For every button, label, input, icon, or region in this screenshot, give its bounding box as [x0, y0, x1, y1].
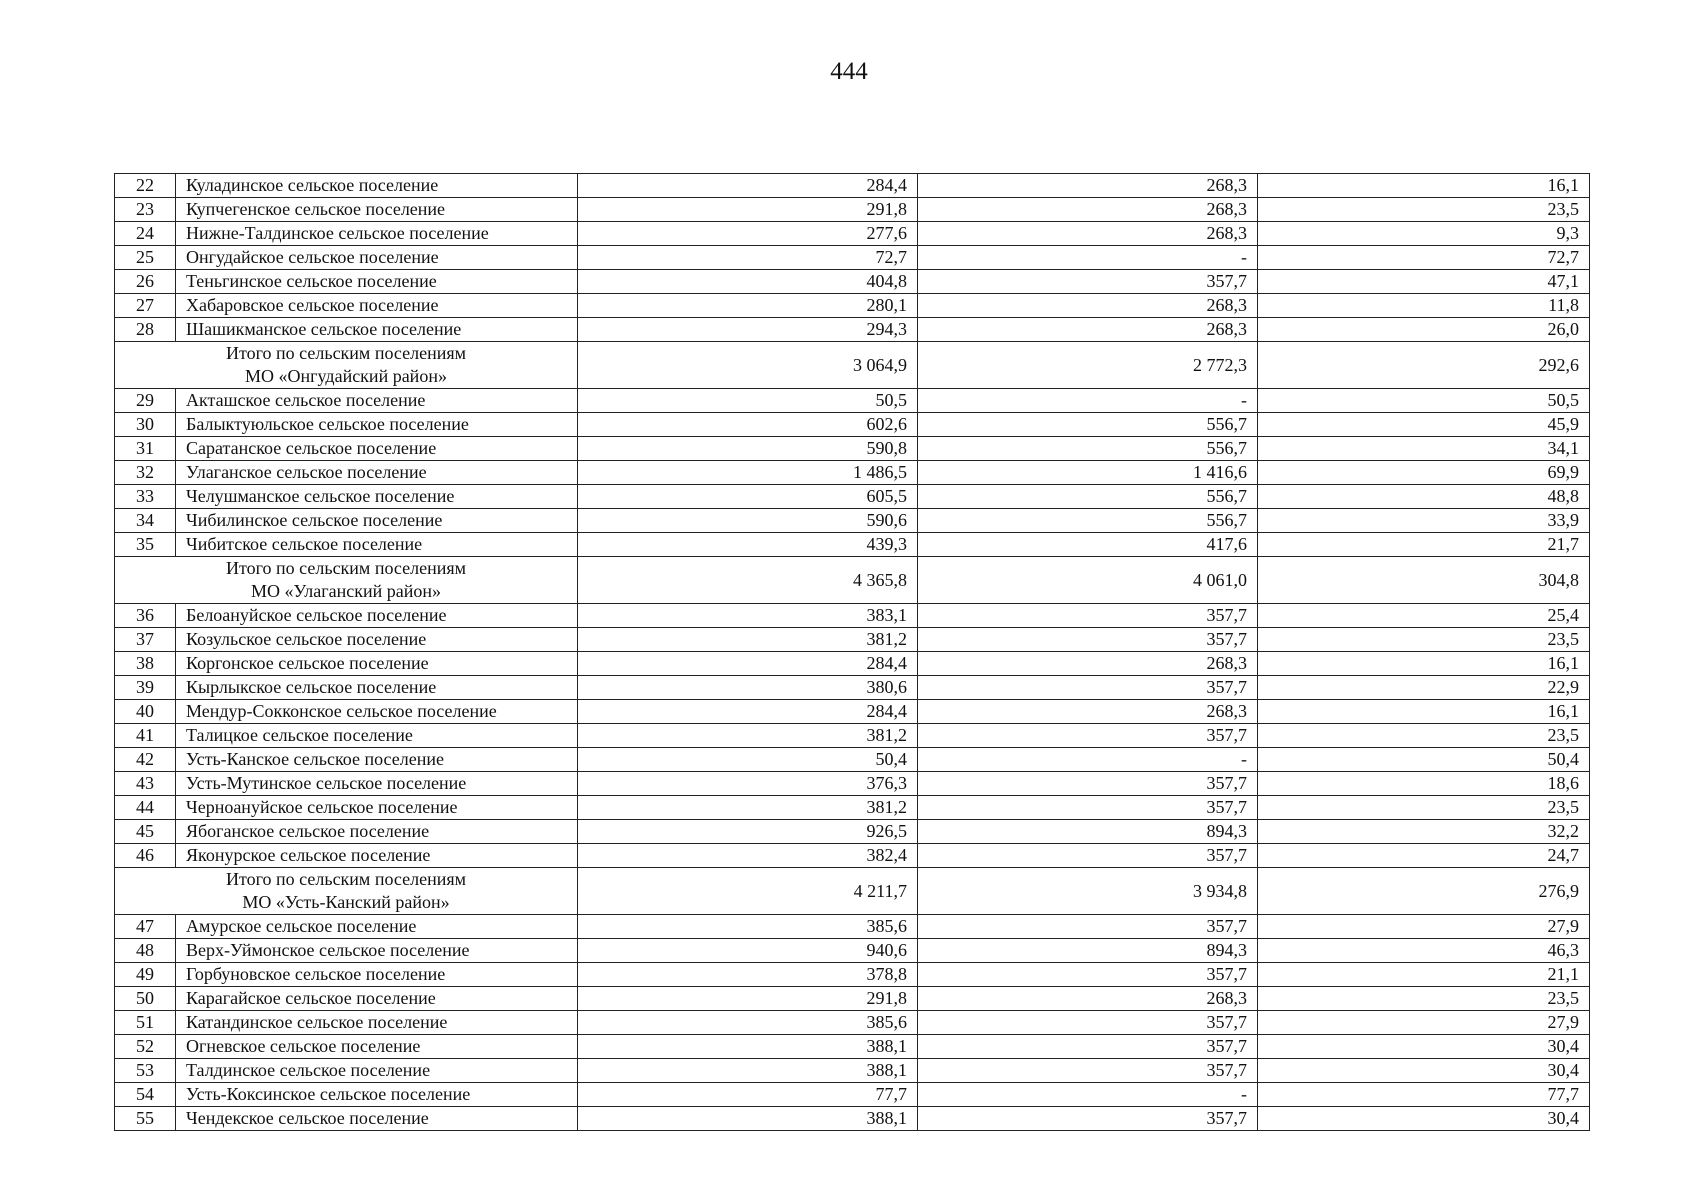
value-cell-3: 69,9	[1258, 461, 1590, 485]
value-cell-2: 1 416,6	[918, 461, 1258, 485]
settlement-name: Козульское сельское поселение	[176, 628, 578, 652]
value-cell-2: 357,7	[918, 796, 1258, 820]
value-cell-3: 50,5	[1258, 389, 1590, 413]
table-row	[115, 246, 1590, 270]
value-cell-2: -	[918, 389, 1258, 413]
value-cell-2: 357,7	[918, 628, 1258, 652]
settlement-name: Верх-Уймонское сельское поселение	[176, 939, 578, 963]
value-cell-3: 30,4	[1258, 1107, 1590, 1131]
value-cell-1: 72,7	[578, 246, 918, 270]
value-cell-2: 894,3	[918, 820, 1258, 844]
value-cell-1: 385,6	[578, 915, 918, 939]
table-row	[115, 700, 1590, 724]
value-cell-3: 16,1	[1258, 700, 1590, 724]
value-cell-1: 388,1	[578, 1107, 918, 1131]
value-cell-1: 4 365,8	[578, 557, 918, 604]
table-total-row	[115, 557, 1590, 604]
row-number: 43	[115, 772, 176, 796]
settlement-name: Чибилинское сельское поселение	[176, 509, 578, 533]
table-row	[115, 270, 1590, 294]
row-number: 42	[115, 748, 176, 772]
value-cell-3: 77,7	[1258, 1083, 1590, 1107]
row-number: 38	[115, 652, 176, 676]
table-row	[115, 485, 1590, 509]
settlement-name: Катандинское сельское поселение	[176, 1011, 578, 1035]
row-number: 28	[115, 318, 176, 342]
value-cell-1: 280,1	[578, 294, 918, 318]
table-row	[115, 509, 1590, 533]
value-cell-3: 47,1	[1258, 270, 1590, 294]
value-cell-1: 404,8	[578, 270, 918, 294]
row-number: 45	[115, 820, 176, 844]
value-cell-2: 556,7	[918, 509, 1258, 533]
settlement-name: Чибитское сельское поселение	[176, 533, 578, 557]
row-number: 41	[115, 724, 176, 748]
settlement-name: Шашикманское сельское поселение	[176, 318, 578, 342]
value-cell-1: 284,4	[578, 700, 918, 724]
value-cell-2: 357,7	[918, 1011, 1258, 1035]
table-row	[115, 844, 1590, 868]
table-row	[115, 772, 1590, 796]
value-cell-2: 357,7	[918, 604, 1258, 628]
settlement-name: Талдинское сельское поселение	[176, 1059, 578, 1083]
table-row	[115, 413, 1590, 437]
row-number: 25	[115, 246, 176, 270]
table-row	[115, 533, 1590, 557]
total-label	[115, 868, 578, 915]
value-cell-3: 21,1	[1258, 963, 1590, 987]
row-number: 31	[115, 437, 176, 461]
row-number: 37	[115, 628, 176, 652]
settlement-name: Улаганское сельское поселение	[176, 461, 578, 485]
settlement-name: Челушманское сельское поселение	[176, 485, 578, 509]
total-label-line: Итого по сельским поселениям	[225, 869, 467, 889]
total-label-line: МО «Усть-Канский район»	[242, 892, 450, 912]
value-cell-3: 292,6	[1258, 342, 1590, 389]
page-number: 444	[830, 58, 868, 85]
settlements-table	[114, 173, 1590, 1131]
total-label	[115, 342, 578, 389]
value-cell-1: 3 064,9	[578, 342, 918, 389]
value-cell-1: 590,6	[578, 509, 918, 533]
row-number: 34	[115, 509, 176, 533]
table-row	[115, 437, 1590, 461]
value-cell-1: 940,6	[578, 939, 918, 963]
value-cell-3: 23,5	[1258, 796, 1590, 820]
value-cell-3: 33,9	[1258, 509, 1590, 533]
table-row	[115, 724, 1590, 748]
value-cell-1: 385,6	[578, 1011, 918, 1035]
settlement-name: Мендур-Сокконское сельское поселение	[176, 700, 578, 724]
table-row	[115, 1011, 1590, 1035]
value-cell-2: 268,3	[918, 700, 1258, 724]
total-label-line: МО «Онгудайский район»	[245, 366, 447, 386]
settlement-name: Горбуновское сельское поселение	[176, 963, 578, 987]
table-row	[115, 987, 1590, 1011]
value-cell-2: -	[918, 246, 1258, 270]
value-cell-2: 357,7	[918, 915, 1258, 939]
total-label-line: Итого по сельским поселениям	[225, 558, 467, 578]
value-cell-3: 48,8	[1258, 485, 1590, 509]
row-number: 23	[115, 198, 176, 222]
value-cell-2: -	[918, 1083, 1258, 1107]
value-cell-2: 268,3	[918, 294, 1258, 318]
value-cell-2: 357,7	[918, 1059, 1258, 1083]
row-number: 47	[115, 915, 176, 939]
row-number: 55	[115, 1107, 176, 1131]
settlement-name: Коргонское сельское поселение	[176, 652, 578, 676]
row-number: 29	[115, 389, 176, 413]
value-cell-1: 50,5	[578, 389, 918, 413]
table-total-row	[115, 342, 1590, 389]
table-row	[115, 939, 1590, 963]
value-cell-2: 2 772,3	[918, 342, 1258, 389]
value-cell-1: 294,3	[578, 318, 918, 342]
table-row	[115, 604, 1590, 628]
row-number: 54	[115, 1083, 176, 1107]
value-cell-3: 30,4	[1258, 1035, 1590, 1059]
value-cell-2: 268,3	[918, 222, 1258, 246]
value-cell-3: 11,8	[1258, 294, 1590, 318]
value-cell-2: 4 061,0	[918, 557, 1258, 604]
table-row	[115, 796, 1590, 820]
value-cell-3: 9,3	[1258, 222, 1590, 246]
value-cell-1: 381,2	[578, 724, 918, 748]
value-cell-3: 27,9	[1258, 1011, 1590, 1035]
settlement-name: Нижне-Талдинское сельское поселение	[176, 222, 578, 246]
settlement-name: Усть-Мутинское сельское поселение	[176, 772, 578, 796]
settlement-name: Саратанское сельское поселение	[176, 437, 578, 461]
table-row	[115, 1083, 1590, 1107]
value-cell-1: 388,1	[578, 1035, 918, 1059]
value-cell-1: 376,3	[578, 772, 918, 796]
settlement-name: Теньгинское сельское поселение	[176, 270, 578, 294]
value-cell-3: 16,1	[1258, 174, 1590, 198]
value-cell-3: 30,4	[1258, 1059, 1590, 1083]
value-cell-3: 23,5	[1258, 628, 1590, 652]
value-cell-3: 45,9	[1258, 413, 1590, 437]
table-row	[115, 461, 1590, 485]
row-number: 33	[115, 485, 176, 509]
value-cell-1: 381,2	[578, 796, 918, 820]
row-number: 53	[115, 1059, 176, 1083]
row-number: 40	[115, 700, 176, 724]
value-cell-3: 276,9	[1258, 868, 1590, 915]
settlement-name: Талицкое сельское поселение	[176, 724, 578, 748]
row-number: 51	[115, 1011, 176, 1035]
value-cell-3: 23,5	[1258, 198, 1590, 222]
value-cell-1: 4 211,7	[578, 868, 918, 915]
row-number: 24	[115, 222, 176, 246]
settlement-name: Купчегенское сельское поселение	[176, 198, 578, 222]
settlement-name: Карагайское сельское поселение	[176, 987, 578, 1011]
value-cell-1: 439,3	[578, 533, 918, 557]
table-row	[115, 222, 1590, 246]
table-row	[115, 652, 1590, 676]
value-cell-3: 18,6	[1258, 772, 1590, 796]
value-cell-1: 284,4	[578, 174, 918, 198]
row-number: 32	[115, 461, 176, 485]
value-cell-1: 1 486,5	[578, 461, 918, 485]
settlement-name: Амурское сельское поселение	[176, 915, 578, 939]
value-cell-1: 284,4	[578, 652, 918, 676]
value-cell-3: 32,2	[1258, 820, 1590, 844]
value-cell-1: 926,5	[578, 820, 918, 844]
settlement-name: Чендекское сельское поселение	[176, 1107, 578, 1131]
row-number: 50	[115, 987, 176, 1011]
settlement-name: Куладинское сельское поселение	[176, 174, 578, 198]
value-cell-3: 72,7	[1258, 246, 1590, 270]
total-label	[115, 557, 578, 604]
value-cell-1: 381,2	[578, 628, 918, 652]
value-cell-1: 291,8	[578, 987, 918, 1011]
table-row	[115, 1035, 1590, 1059]
settlement-name: Ябоганское сельское поселение	[176, 820, 578, 844]
value-cell-2: 894,3	[918, 939, 1258, 963]
value-cell-1: 605,5	[578, 485, 918, 509]
total-label-line: МО «Улаганский район»	[251, 581, 441, 601]
value-cell-2: 268,3	[918, 318, 1258, 342]
value-cell-3: 50,4	[1258, 748, 1590, 772]
value-cell-1: 378,8	[578, 963, 918, 987]
row-number: 39	[115, 676, 176, 700]
value-cell-3: 23,5	[1258, 724, 1590, 748]
table-row	[115, 174, 1590, 198]
settlement-name: Усть-Коксинское сельское поселение	[176, 1083, 578, 1107]
row-number: 22	[115, 174, 176, 198]
value-cell-2: 268,3	[918, 198, 1258, 222]
table-row	[115, 318, 1590, 342]
table-row	[115, 915, 1590, 939]
row-number: 48	[115, 939, 176, 963]
table-row	[115, 963, 1590, 987]
value-cell-2: 357,7	[918, 772, 1258, 796]
value-cell-2: 357,7	[918, 1035, 1258, 1059]
value-cell-3: 16,1	[1258, 652, 1590, 676]
value-cell-2: 357,7	[918, 724, 1258, 748]
row-number: 26	[115, 270, 176, 294]
table-row	[115, 389, 1590, 413]
settlement-name: Белоануйское сельское поселение	[176, 604, 578, 628]
value-cell-2: 556,7	[918, 485, 1258, 509]
table-row	[115, 628, 1590, 652]
row-number: 44	[115, 796, 176, 820]
row-number: 27	[115, 294, 176, 318]
settlement-name: Хабаровское сельское поселение	[176, 294, 578, 318]
table-row	[115, 294, 1590, 318]
value-cell-3: 34,1	[1258, 437, 1590, 461]
table-row	[115, 748, 1590, 772]
table-body	[115, 174, 1590, 1131]
settlement-name: Огневское сельское поселение	[176, 1035, 578, 1059]
table-row	[115, 198, 1590, 222]
value-cell-2: 268,3	[918, 652, 1258, 676]
row-number: 46	[115, 844, 176, 868]
value-cell-3: 23,5	[1258, 987, 1590, 1011]
value-cell-3: 26,0	[1258, 318, 1590, 342]
settlement-name: Кырлыкское сельское поселение	[176, 676, 578, 700]
value-cell-1: 77,7	[578, 1083, 918, 1107]
settlement-name: Черноануйское сельское поселение	[176, 796, 578, 820]
value-cell-1: 50,4	[578, 748, 918, 772]
row-number: 49	[115, 963, 176, 987]
value-cell-3: 27,9	[1258, 915, 1590, 939]
value-cell-2: 556,7	[918, 413, 1258, 437]
value-cell-2: 357,7	[918, 270, 1258, 294]
value-cell-1: 291,8	[578, 198, 918, 222]
value-cell-2: 268,3	[918, 174, 1258, 198]
value-cell-2: 357,7	[918, 676, 1258, 700]
value-cell-2: 357,7	[918, 1107, 1258, 1131]
value-cell-1: 382,4	[578, 844, 918, 868]
row-number: 52	[115, 1035, 176, 1059]
total-label-line: Итого по сельским поселениям	[225, 343, 467, 363]
settlement-name: Акташское сельское поселение	[176, 389, 578, 413]
value-cell-1: 388,1	[578, 1059, 918, 1083]
settlement-name: Яконурское сельское поселение	[176, 844, 578, 868]
value-cell-2: 417,6	[918, 533, 1258, 557]
settlement-name: Онгудайское сельское поселение	[176, 246, 578, 270]
row-number: 35	[115, 533, 176, 557]
settlement-name: Усть-Канское сельское поселение	[176, 748, 578, 772]
value-cell-3: 21,7	[1258, 533, 1590, 557]
table-row	[115, 676, 1590, 700]
table-row	[115, 1059, 1590, 1083]
value-cell-3: 304,8	[1258, 557, 1590, 604]
value-cell-2: 357,7	[918, 844, 1258, 868]
value-cell-2: 556,7	[918, 437, 1258, 461]
value-cell-2: -	[918, 748, 1258, 772]
value-cell-1: 277,6	[578, 222, 918, 246]
settlement-name: Балыктуюльское сельское поселение	[176, 413, 578, 437]
value-cell-1: 590,8	[578, 437, 918, 461]
value-cell-1: 602,6	[578, 413, 918, 437]
value-cell-3: 22,9	[1258, 676, 1590, 700]
value-cell-2: 357,7	[918, 963, 1258, 987]
value-cell-3: 46,3	[1258, 939, 1590, 963]
value-cell-2: 3 934,8	[918, 868, 1258, 915]
table-row	[115, 820, 1590, 844]
value-cell-3: 24,7	[1258, 844, 1590, 868]
table-total-row	[115, 868, 1590, 915]
table-row	[115, 1107, 1590, 1131]
row-number: 30	[115, 413, 176, 437]
value-cell-1: 380,6	[578, 676, 918, 700]
value-cell-3: 25,4	[1258, 604, 1590, 628]
row-number: 36	[115, 604, 176, 628]
value-cell-2: 268,3	[918, 987, 1258, 1011]
value-cell-1: 383,1	[578, 604, 918, 628]
